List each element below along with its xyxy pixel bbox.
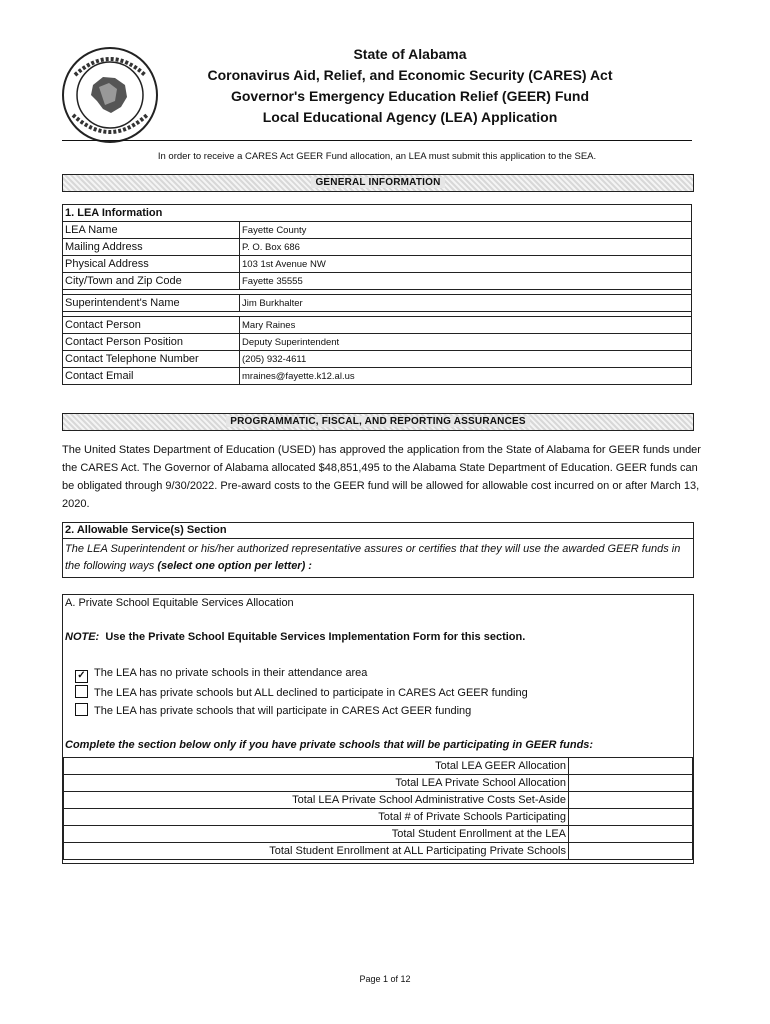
- contact-email-value[interactable]: mraines@fayette.k12.al.us: [240, 368, 692, 385]
- assurances-title: PROGRAMMATIC, FISCAL, AND REPORTING ASSURANCES: [226, 416, 530, 427]
- table-row: [64, 775, 693, 792]
- allowable-services-section: [62, 522, 694, 578]
- section-a-title: A. Private School Equitable Services Allocation: [65, 597, 294, 609]
- physical-address-label: Physical Address: [63, 256, 240, 273]
- checkbox-icon[interactable]: [75, 685, 88, 698]
- assurance-paragraph: The United States Department of Education (USED) has approved the application from the State of Alabama for GEER funds under the CARES Act. The Governor of Alabama allocated $48,851,495 to the Alabama State Department of Education. GEER funds can be obligated through 9/30/2022. Pre-award costs to the GEER fund will be allowed for allowable cost incurred on or after March 13, 2020.: [62, 444, 701, 510]
- note-label: NOTE:: [65, 631, 100, 643]
- state-seal-logo: [55, 45, 165, 145]
- allowable-services-description: [63, 539, 693, 577]
- document-header: [160, 44, 660, 128]
- option-will-participate[interactable]: [75, 703, 471, 717]
- checkbox-checked-icon[interactable]: ✓: [75, 670, 88, 683]
- lea-information-table: [62, 204, 692, 385]
- header-line-4: Local Educational Agency (LEA) Application: [262, 109, 558, 125]
- complete-section-note: Complete the section below only if you have private schools that will be participating in GEER funds:: [65, 739, 594, 751]
- general-information-band: [62, 174, 694, 192]
- admin-costs-label: Total LEA Private School Administrative Costs Set-Aside: [64, 792, 569, 809]
- table-row: [63, 239, 692, 256]
- contact-position-value[interactable]: Deputy Superintendent: [240, 334, 692, 351]
- private-schools-count-label: Total # of Private Schools Participating: [64, 809, 569, 826]
- totals-table: [63, 757, 693, 860]
- total-geer-allocation-label: Total LEA GEER Allocation: [64, 758, 569, 775]
- allowable-services-text: The LEA Superintendent or his/her authorized representative assures or certifies that they will use the awarded GEER funds in the following ways: [65, 543, 681, 572]
- lea-name-label: LEA Name: [63, 222, 240, 239]
- table-row: [63, 317, 692, 334]
- table-row: [64, 792, 693, 809]
- contact-person-value[interactable]: Mary Raines: [240, 317, 692, 334]
- option-label: The LEA has private schools that will participate in CARES Act GEER funding: [94, 705, 472, 717]
- option-label: The LEA has private schools but ALL declined to participate in CARES Act GEER funding: [94, 687, 528, 699]
- table-row: [64, 843, 693, 860]
- superintendent-name-label: Superintendent's Name: [63, 295, 240, 312]
- table-row: [63, 368, 692, 385]
- header-rule: [62, 140, 692, 141]
- private-schools-count-value[interactable]: [569, 809, 693, 826]
- city-zip-value[interactable]: Fayette 35555: [240, 273, 692, 290]
- header-line-3: Governor's Emergency Education Relief (GEER) Fund: [230, 88, 590, 104]
- table-row: [63, 334, 692, 351]
- private-enrollment-value[interactable]: [569, 843, 693, 860]
- table-row: [64, 809, 693, 826]
- total-private-allocation-value[interactable]: [569, 775, 693, 792]
- header-line-2: Coronavirus Aid, Relief, and Economic Security (CARES) Act: [207, 67, 613, 83]
- allowable-services-title: 2. Allowable Service(s) Section: [63, 523, 693, 539]
- mailing-address-label: Mailing Address: [63, 239, 240, 256]
- city-zip-label: City/Town and Zip Code: [63, 273, 240, 290]
- contact-phone-label: Contact Telephone Number: [63, 351, 240, 368]
- lea-enrollment-label: Total Student Enrollment at the LEA: [64, 826, 569, 843]
- table-row: [63, 295, 692, 312]
- admin-costs-value[interactable]: [569, 792, 693, 809]
- table-row: [63, 256, 692, 273]
- lea-enrollment-value[interactable]: [569, 826, 693, 843]
- checkbox-icon[interactable]: [75, 703, 88, 716]
- header-line-1: State of Alabama: [353, 46, 467, 62]
- note-text: Use the Private School Equitable Services Implementation Form for this section.: [105, 631, 526, 643]
- section-a-note: [65, 631, 525, 643]
- table-row: [64, 758, 693, 775]
- superintendent-name-value[interactable]: Jim Burkhalter: [240, 295, 692, 312]
- private-school-section: [62, 594, 694, 864]
- private-enrollment-label: Total Student Enrollment at ALL Participating Private Schools: [64, 843, 569, 860]
- contact-position-label: Contact Person Position: [63, 334, 240, 351]
- general-information-title: GENERAL INFORMATION: [311, 177, 444, 188]
- physical-address-value[interactable]: 103 1st Avenue NW: [240, 256, 692, 273]
- allowable-services-instruction: (select one option per letter) :: [157, 560, 312, 572]
- contact-email-label: Contact Email: [63, 368, 240, 385]
- option-no-private-schools[interactable]: [75, 667, 367, 683]
- contact-phone-value[interactable]: (205) 932-4611: [240, 351, 692, 368]
- page-number: Page 1 of 12: [359, 974, 411, 984]
- intro-text: In order to receive a CARES Act GEER Fund allocation, an LEA must submit this application to the SEA.: [157, 151, 597, 162]
- table-row: [63, 273, 692, 290]
- lea-information-title: 1. LEA Information: [63, 205, 692, 222]
- option-label: The LEA has no private schools in their attendance area: [94, 667, 368, 679]
- total-geer-allocation-value[interactable]: [569, 758, 693, 775]
- assurances-band: [62, 413, 694, 431]
- contact-person-label: Contact Person: [63, 317, 240, 334]
- table-row: [64, 826, 693, 843]
- table-row: [63, 222, 692, 239]
- table-row: [63, 351, 692, 368]
- total-private-allocation-label: Total LEA Private School Allocation: [64, 775, 569, 792]
- lea-name-value[interactable]: Fayette County: [240, 222, 692, 239]
- option-all-declined[interactable]: [75, 685, 528, 699]
- mailing-address-value[interactable]: P. O. Box 686: [240, 239, 692, 256]
